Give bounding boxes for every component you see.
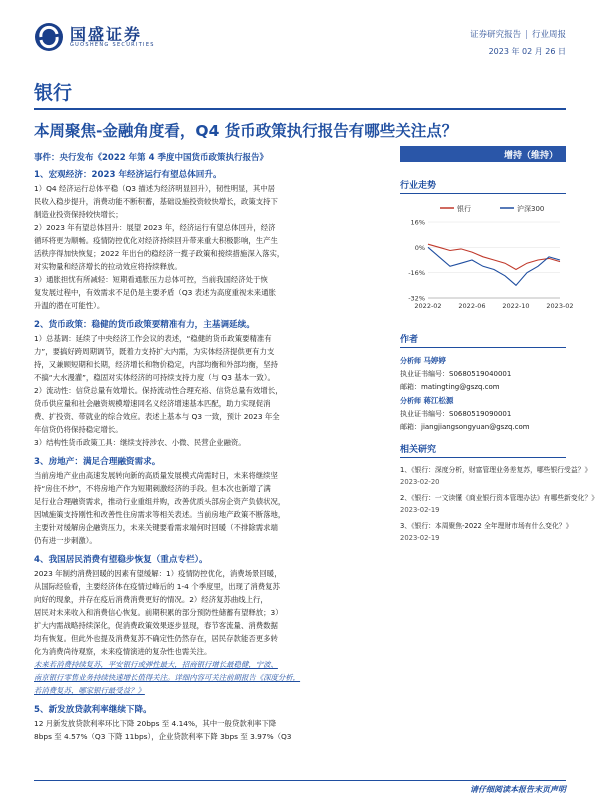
paragraph-line: 从国际经验看，主要经济体在疫情过峰后的 1-4 个季度里，出现了消费复苏	[34, 582, 280, 591]
body-column	[34, 168, 394, 749]
paragraph-line: 居民对未来收入和消费信心恢复。前期积累的部分预防性储蓄有望释放；3）	[34, 608, 283, 617]
author-role: 分析师	[400, 357, 424, 365]
author-cert: 执业证书编号：S0680519040001	[400, 370, 512, 378]
paragraph-line: 活秩序得加快恢复；2022 年出台的稳经济一揽子政策和接续措施深入落实，	[34, 249, 285, 258]
series-line	[428, 244, 560, 269]
paragraph-line: 3）通胀担忧有所减轻：短期看通胀压力总体可控，当前我国经济处于恢	[34, 275, 268, 284]
author-cert: 执业证书编号：S0680519090001	[400, 410, 512, 418]
paragraph-line: 向好的现象，并存在疫后消费消费更好的情况。2）经济复苏曲线上行，	[34, 595, 268, 604]
paragraph-line: 民收入稳步提升，消费动能不断积蓄，基础设施投资较快增长，政策支持下	[34, 197, 278, 206]
paragraph-line: 2）流动性：信贷总量有效增长。保持流动性合理充裕、信贷总量有效增长，	[34, 386, 283, 395]
paragraph-line: 对实物量和经济增长的拉动效应将持续释放。	[34, 262, 182, 271]
company-name-cn: 国盛证券	[70, 25, 143, 44]
x-tick-label: 2023-02	[546, 302, 574, 310]
logo-mark-icon	[34, 22, 64, 52]
section-heading: 2、货币政策：稳健的货币政策要精准有力，主基调延续。	[34, 320, 255, 330]
paragraph-line: 未来若消费持续复苏，平安银行或弹性最大，招商银行增长最稳健，宁波、	[34, 660, 278, 669]
paragraph-line: 不搞“大水漫灌”，稳固对实体经济的可持续支持力度（与 Q3 基本一致）。	[34, 373, 275, 382]
trend-title: 行业走势	[400, 178, 566, 194]
company-name-en: GUOSHENG SECURITIES	[70, 42, 155, 48]
event-line: 事件：央行发布《2022 年第 4 季度中国货币政策执行报告》	[34, 153, 268, 163]
paragraph-line: 当前房地产业由高速发展转向新的高质量发展模式尚需时日，未来将继续坚	[34, 471, 278, 480]
rating-badge: 增持（维持）	[400, 146, 566, 162]
paragraph-line: 2023 年制约消费回暖的因素有望缓解：1）疫情防控优化，消费场景回暖，	[34, 569, 282, 578]
paragraph-line: 3）结构性货币政策工具：继续支持涉农、小微、民营企业融资。	[34, 438, 246, 447]
related-title: 相关研究	[400, 442, 566, 458]
legend-label: 沪深300	[517, 205, 545, 213]
paragraph-line: 年信贷仍将保持稳定增长。	[34, 425, 123, 434]
paragraph-line: 制造业投资保持较快增长；	[34, 210, 123, 219]
report-header	[0, 0, 600, 64]
paragraph-line: 复发展过程中，有效需求不足仍是主要矛盾（Q3 表述为高度重视未来通胀	[34, 288, 276, 297]
paragraph-line: 持，又兼顾短期和长期，经济增长和物价稳定，内部均衡和外部均衡，坚持	[34, 360, 278, 369]
x-tick-label: 2022-10	[502, 302, 530, 310]
related-list	[400, 464, 599, 544]
report-type	[470, 28, 566, 40]
related-report-link[interactable]: 3、《银行：本周聚焦-2022 全年理财市场有什么变化？》	[400, 522, 573, 530]
author-role: 分析师	[400, 397, 424, 405]
section-heading: 3、房地产：满足合理融资需求。	[34, 457, 161, 467]
authors-title: 作者	[400, 332, 566, 348]
main-title: 本周聚焦-金融角度看，Q4 货币政策执行报告有哪些关注点？	[34, 122, 458, 140]
author-name: 马婷婷	[423, 356, 446, 365]
section-heading: 5、新发放贷款利率继续下降。	[34, 705, 152, 715]
paragraph-line: 循环将更为顺畅。疫情防控优化对经济持续回升带来重大积极影响，生产生	[34, 236, 278, 245]
paragraph-line: 若消费复苏，哪家银行最受益？》	[34, 686, 145, 695]
paragraph-line: 1）总基调：延续了中央经济工作会议的表述，“稳健的货币政策要精准有	[34, 334, 272, 343]
authors-list	[400, 354, 566, 434]
x-tick-label: 2022-06	[458, 302, 486, 310]
legend-label: 银行	[457, 205, 471, 213]
footer-note: 请仔细阅读本报告末页声明	[470, 785, 566, 794]
y-tick-label: -32%	[408, 294, 425, 303]
section-heading: 4、我国居民消费有望稳步恢复（重点专栏）。	[34, 555, 208, 565]
author-row	[400, 354, 566, 368]
y-tick-label: 0%	[414, 243, 425, 252]
author-row	[400, 394, 566, 408]
paragraph-line: 化为消费尚待观察，未来疫情演进的复杂性也需关注。	[34, 647, 212, 656]
paragraph-line: 8bps 至 4.57%（Q3 下降 11bps），企业贷款利率下降 3bps 至 3.97%（Q3	[34, 732, 292, 741]
page-footer	[0, 780, 600, 800]
related-report-date: 2023-02-19	[400, 506, 440, 514]
company-logo	[34, 22, 184, 58]
separator: |	[525, 30, 528, 40]
series-line	[428, 247, 560, 285]
paragraph-line: 货币供应量和社会融资规模增速同名义经济增速基本匹配，助力实现促消	[34, 399, 271, 408]
report-sub-label: 行业周报	[531, 30, 566, 40]
paragraph-line: 升温的潜在可能性）。	[34, 301, 105, 310]
section-heading: 1、宏观经济：2023 年经济运行有望总体回升。	[34, 170, 222, 180]
paragraph-line: 扩大内需战略持续深化，促消费政策效果逐步显现，春节客流量、消费数据	[34, 621, 278, 630]
author-email[interactable]: 邮箱：matingting@gszq.com	[400, 383, 500, 391]
divider	[34, 108, 566, 110]
author-name: 蒋江松源	[423, 396, 454, 405]
paragraph-line: 12 月新发放贷款利率环比下降 20bps 至 4.14%，其中一般贷款利率下降	[34, 719, 277, 728]
footer-divider	[34, 780, 566, 781]
report-type-label: 证券研究报告	[470, 30, 522, 40]
y-tick-label: 16%	[410, 218, 425, 227]
paragraph-line: 足行业合理融资需求，推动行业重组并购，改善优质头部房企资产负债状况，	[34, 497, 286, 506]
paragraph-line: 2）2023 年有望总体回升：展望 2023 年，经济运行有望总体回升，经济	[34, 223, 276, 232]
x-tick-label: 2022-02	[414, 302, 442, 310]
paragraph-line: 持“房住不炒”，不将房地产作为短期刺激经济的手段。但本次也新增了满	[34, 484, 271, 493]
report-date: 2023 年 02 月 26 日	[488, 47, 566, 56]
paragraph-line: 费、扩投资、带就业的综合效应。表述上基本与 Q3 一致，预计 2023 年全	[34, 412, 280, 421]
paragraph-line: 主要针对缓解房企融资压力，未来关键要看需求端何时回暖（不排除需求端	[34, 523, 278, 532]
sector-title: 银行	[34, 82, 73, 104]
related-report-date: 2023-02-19	[400, 534, 440, 542]
trend-chart	[400, 200, 574, 318]
paragraph-line: 均有恢复。但此外也提及消费复苏不确定性仍然存在，居民存款能否更多转	[34, 634, 278, 643]
related-report-date: 2023-02-20	[400, 478, 440, 486]
related-report-link[interactable]: 1、《银行：深度分析，财富管理业务差复苏，哪些银行受益？》	[400, 466, 592, 474]
paragraph-line: 因城施策支持刚性和改善性住房需求等相关表述。当前房地产政策不断落地，	[34, 510, 286, 519]
paragraph-line: 南京银行零售业务持续快速增长值得关注。详细内容可关注前期报告《深度分析，	[34, 673, 301, 682]
paragraph-line: 1）Q4 经济运行总体平稳（Q3 描述为经济明显回升），韧性明显，其中居	[34, 184, 276, 193]
paragraph-line: 仍有进一步刺激）。	[34, 536, 97, 545]
paragraph-line: 力”，要搞好跨周期调节，既着力支持扩大内需，为实体经济提供更有力支	[34, 347, 275, 356]
related-report-link[interactable]: 2、《银行：一文读懂《商业银行资本管理办法》有哪些新变化？》	[400, 494, 599, 502]
y-tick-label: -16%	[408, 269, 425, 278]
sidebar	[400, 178, 599, 548]
author-email[interactable]: 邮箱：jiangjiangsongyuan@gszq.com	[400, 423, 530, 431]
